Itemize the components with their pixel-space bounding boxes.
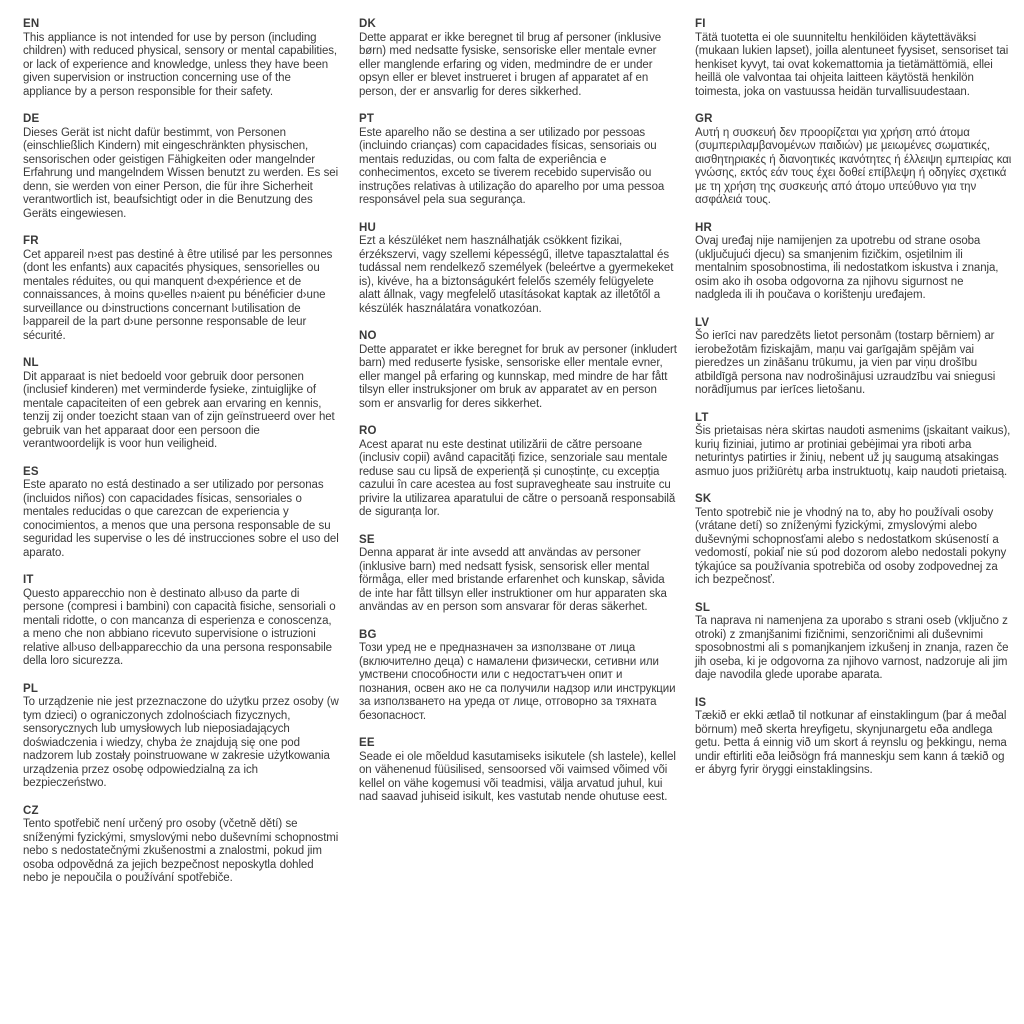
lang-section-sl	[695, 602, 1013, 683]
lang-section-bg	[359, 629, 677, 724]
lang-section-pl	[23, 683, 341, 791]
lang-text-es: Este aparato no está destinado a ser utilizado por personas (incluidos niños) con capacidades físicas, sensoriales o mentales reducidas o que carezcan de experiencia y conocimientos, a menos que una persona responsable de su seguridad les supervise o les dé instrucciones sobre el uso del aparato.	[23, 479, 339, 559]
lang-text-hu: Ezt a készüléket nem használhatják csökkent fizikai, érzékszervi, vagy szellemi képességű, illetve tapasztalattal és tudással nem rendelkező személyek (beleértve a gyermekeket is), kivéve, ha a biztonságukért felelős személy felügyelete alatt állnak, vagy megfelelő utasításokat kaptak az illetőtől a készülék használatára vonatkozóan.	[359, 235, 674, 315]
lang-code-en: EN	[23, 18, 40, 30]
lang-text-ee: Seade ei ole mõeldud kasutamiseks isikutele (sh lastele), kellel on vähenenud füüsilised, sensoorsed või vaimsed võimed või kellel on vähe kogemusi või teadmisi, välja arvatud juhul, kui nad saavad juhiseid isikult, kes vastutab nende ohutuse eest.	[359, 750, 676, 803]
lang-section-pt	[359, 113, 677, 208]
lang-code-gr: GR	[695, 113, 713, 125]
lang-code-se: SE	[359, 533, 375, 546]
lang-code-hr: HR	[695, 221, 713, 234]
lang-text-lt: Šis prietaisas nėra skirtas naudoti asmenims (įskaitant vaikus), kurių fiziniai, jutimo ar protiniai gebėjimai yra riboti arba neturintys patirties ir žinių, nebent už jų saugumą atsakingas asmuo juos prižiūrėtų arba instruktuotų, kaip naudoti prietaisą.	[695, 425, 1011, 478]
lang-code-no: NO	[359, 330, 377, 342]
lang-section-hr	[695, 222, 1013, 303]
lang-code-pl: PL	[23, 682, 39, 695]
lang-text-pl: To urządzenie nie jest przeznaczone do użytku przez osoby (w tym dzieci) o ograniczonych zdolnościach fizycznych, sensorycznych lub umysłowych lub nieposiadających doświadczenia i wiedzy, chyba że znajdują się one pod nadzorem lub zostały poinstruowane w zakresie użytkowania urządzenia przez osobę odpowiedzialną za ich bezpieczeństwo.	[23, 696, 339, 789]
lang-code-pt: PT	[359, 113, 375, 125]
lang-code-bg: BG	[359, 628, 377, 641]
lang-text-lv: Šo ierīci nav paredzēts lietot personām (tostarp bērniem) ar ierobežotām fiziskajām, maņu vai garīgajām spējām vai pieredzes un zināšanu trūkumu, ja vien par viņu drošību atbildīgā persona nav nodrošinājusi uzraudzību vai sniegusi norādījumus par ierīces lietošanu.	[695, 330, 996, 396]
lang-text-gr: Αυτή η συσκευή δεν προορίζεται για χρήση από άτομα (συμπεριλαμβανομένων παιδιών) με μειωμένες σωματικές, αισθητηριακές ή διανοητικές ικανότητες ή έλλειψη εμπειρίας και γνώσης, εκτός εάν τους έχει δοθεί επίβλεψη ή οδηγίες σχετικά με τη χρήση της συσκευής από άτομο υπεύθυνο για την ασφάλειά τους.	[695, 126, 1012, 206]
lang-text-nl: Dit apparaat is niet bedoeld voor gebruik door personen (inclusief kinderen) met verminderde fysieke, zintuiglijke of mentale capaciteiten of een gebrek aan ervaring en kennis, tenzij zij onder toezicht staan van of zijn geïnstrueerd over het gebruik van het apparaat door een persoon die verantwoordelijk is voor hun veiligheid.	[23, 370, 335, 450]
lang-section-ro	[359, 425, 677, 520]
lang-section-de	[23, 113, 341, 221]
lang-section-fi	[695, 18, 1013, 99]
lang-code-ro: RO	[359, 425, 377, 437]
lang-text-hr: Ovaj uređaj nije namijenjen za upotrebu od strane osoba (uključujući djecu) sa smanjenim fizičkim, osjetilnim ili mentalnim sposobnostima, ili nedostatkom iskustva i znanja, osim ako ih osoba odgovorna za njihovu sigurnost ne nadgleda ili ih poučava o korištenju uređajem.	[695, 235, 999, 301]
lang-code-lv: LV	[695, 316, 710, 329]
lang-code-sl: SL	[695, 601, 711, 614]
lang-section-no	[359, 330, 677, 411]
lang-code-dk: DK	[359, 18, 377, 30]
lang-code-fi: FI	[695, 18, 706, 30]
lang-text-fi: Tätä tuotetta ei ole suunniteltu henkilöiden käytettäväksi (mukaan lukien lapset), joilla alentuneet fyysiset, sensoriset tai henkiset kyvyt, tai ovat kokemattomia ja tietämättömiä, ellei heillä ole valvontaa tai ohjeita laitteen käytöstä henkilön toimesta, joka on vastuussa heidän turvallisuudestaan.	[695, 31, 1009, 98]
lang-code-sk: SK	[695, 493, 712, 505]
column-2	[359, 18, 677, 1014]
lang-code-cz: CZ	[23, 804, 39, 817]
lang-section-sk	[695, 493, 1013, 588]
lang-code-ee: EE	[359, 737, 375, 749]
lang-section-gr	[695, 113, 1013, 208]
lang-text-dk: Dette apparat er ikke beregnet til brug af personer (inklusive børn) med nedsatte fysiske, sensoriske eller mentale evner eller manglende erfaring og viden, medmindre de er under opsyn eller er blevet instrueret i brugen af apparatet af en person, der er ansvarlig for deres sikkerhed.	[359, 31, 662, 98]
lang-text-no: Dette apparatet er ikke beregnet for bruk av personer (inkludert barn) med reduserte fysiske, sensoriske eller mentale evner, eller mangel på erfaring og kunnskap, med mindre de har fått tilsyn eller instruksjoner om bruk av apparatet av en person som er ansvarlig for deres sikkerhet.	[359, 343, 677, 410]
column-3	[695, 18, 1013, 1014]
lang-section-it	[23, 574, 341, 669]
lang-text-ro: Acest aparat nu este destinat utilizării de către persoane (inclusiv copii) având capacități fizice, senzoriale sau mentale reduse sau cu lipsă de experiență și cunoștințe, cu excepția cazului în care acestea au fost supravegheate sau instruite cu privire la utilizarea aparatului de către o persoană responsabilă de siguranța lor.	[359, 438, 676, 518]
lang-code-lt: LT	[695, 411, 709, 424]
lang-section-nl	[23, 357, 341, 452]
lang-code-it: IT	[23, 574, 34, 586]
lang-section-ee	[359, 737, 677, 805]
lang-text-de: Dieses Gerät ist nicht dafür bestimmt, von Personen (einschließlich Kindern) mit eingeschränkten physischen, sensorischen oder geistigen Fähigkeiten oder mangelnder Erfahrung und mangelndem Wissen benutzt zu werden. Es sei denn, sie werden von einer Person, die für ihre Sicherheit verantwortlich ist, beaufsichtigt oder in die Benutzung des Geräts eingewiesen.	[23, 126, 339, 220]
lang-text-cz: Tento spotřebič není určený pro osoby (včetně dětí) se sníženými fyzickými, smyslovými nebo duševními schopnostmi nebo s nedostatečnými zkušenostmi a znalostmi, pokud jim osoba odpovědná za jejich bezpečnost neposkytla dohled nebo je nepoučila o používání spotřebiče.	[23, 818, 339, 884]
lang-text-en: This appliance is not intended for use by person (including children) with reduced physical, sensory or mental capabilities, or lack of experience and knowledge, unless they have been given supervision or instruction concerning use of the appliance by a person responsible for their safety.	[23, 31, 338, 98]
lang-text-sk: Tento spotrebič nie je vhodný na to, aby ho používali osoby (vrátane detí) so zníženými fyzickými, zmyslovými alebo duševnými schopnosťami alebo s nedostatkom skúseností a vedomostí, pokiaľ nie sú pod dozorom alebo nedostali pokyny týkajúce sa používania spotrebiča od osoby zodpovednej za ich bezpečnosť.	[695, 506, 1007, 586]
lang-section-dk	[359, 18, 677, 99]
lang-text-sl: Ta naprava ni namenjena za uporabo s strani oseb (vključno z otroki) z zmanjšanimi fizičnimi, senzoričnimi ali duševnimi sposobnostmi ali s pomanjkanjem izkušenj in znanja, razen če jih oseba, ki je odgovorna za njihovo varnost, nadzoruje ali jim daje navodila glede uporabe aparata.	[695, 615, 1009, 681]
lang-section-cz	[23, 805, 341, 886]
lang-section-lt	[695, 412, 1013, 480]
lang-section-se	[359, 534, 677, 615]
lang-text-bg: Този уред не е предназначен за използване от лица (включително деца) с намалени физически, сетивни или умствени способности или с недостатъчен опит и познания, освен ако не са получили надзор или инструкции за използването на уреда от лице, отговорно за тяхната безопасност.	[359, 642, 676, 722]
lang-code-is: IS	[695, 696, 707, 709]
lang-code-es: ES	[23, 465, 39, 478]
lang-text-is: Tækið er ekki ætlað til notkunar af einstaklingum (þar á meðal börnum) með skerta hreyfigetu, skynjunargetu eða andlega getu. Þetta á einnig við um skort á reynslu og þekkingu, nema undir eftirliti eða leiðsögn frá manneskju sem kann á tækið og er ábyrg fyrir öryggi einstaklingsins.	[695, 710, 1007, 776]
column-1	[23, 18, 341, 1014]
lang-code-fr: FR	[23, 235, 39, 247]
lang-code-nl: NL	[23, 357, 39, 369]
lang-text-se: Denna apparat är inte avsedd att användas av personer (inklusive barn) med nedsatt fysisk, sensorisk eller mental förmåga, eller med bristande erfarenhet och kunskap, såvida de inte har fått tillsyn eller instruktioner om hur apparaten ska användas av en person som ansvarar för deras säkerhet.	[359, 547, 667, 613]
lang-section-fr	[23, 235, 341, 343]
lang-section-hu	[359, 222, 677, 317]
lang-section-is	[695, 697, 1013, 778]
lang-section-es	[23, 466, 341, 561]
lang-section-en	[23, 18, 341, 99]
lang-section-lv	[695, 317, 1013, 398]
lang-code-de: DE	[23, 113, 40, 125]
lang-text-fr: Cet appareil n›est pas destiné à être utilisé par les personnes (dont les enfants) aux capacités physiques, sensorielles ou mentales réduites, ou qui manquent d›expérience et de connaissances, à moins qu›elles n›aient pu bénéficier d›une surveillance ou d›instructions concernant l›utilisation de l›appareil de la part d›une personne responsable de leur sécurité.	[23, 248, 333, 342]
lang-code-hu: HU	[359, 221, 377, 234]
lang-text-pt: Este aparelho não se destina a ser utilizado por pessoas (incluindo crianças) com capacidades físicas, sensoriais ou mentais reduzidas, ou com falta de experiência e conhecimentos, exceto se tiverem recebido supervisão ou instruções relativas à utilização do aparelho por uma pessoa responsável pela sua segurança.	[359, 126, 665, 206]
lang-text-it: Questo apparecchio non è destinato all›uso da parte di persone (compresi i bambini) con capacità fisiche, sensoriali o mentali ridotte, o con mancanza di esperienza e conoscenza, a meno che non abbiano ricevuto supervisione o istruzioni relative all›uso dell›apparecchio da una persona responsabile della loro sicurezza.	[23, 587, 336, 667]
